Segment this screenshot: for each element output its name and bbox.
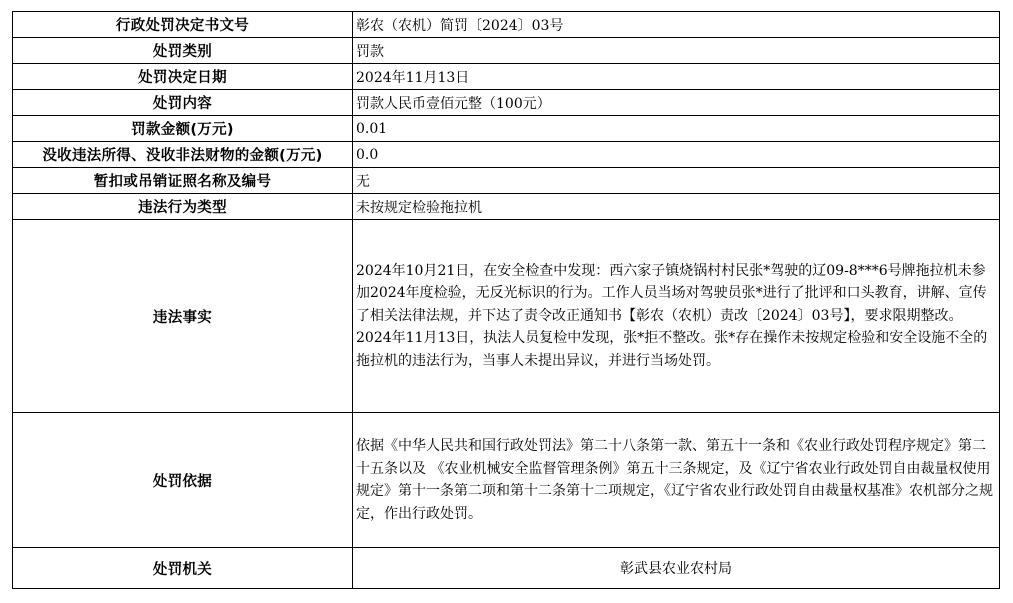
row-label: 处罚依据	[13, 413, 353, 548]
penalty-info-table	[12, 11, 1000, 589]
row-value: 依据《中华人民共和国行政处罚法》第二十八条第一款、第五十一条和《农业行政处罚程序规定》第二十五条以及 《农业机械安全监督管理条例》第五十三条规定，及《辽宁省农业行政处罚自由裁量权使用规定》第十一条第二项和第十二条第十二项规定，《辽宁省农业行政处罚自由裁量权基准》农机部分之规定，作出行政处罚。	[353, 413, 1000, 548]
row-label: 处罚类别	[13, 38, 353, 64]
row-value: 罚款人民币壹佰元整（100元）	[353, 90, 1000, 116]
row-label: 没收违法所得、没收非法财物的金额(万元)	[13, 142, 353, 168]
row-label: 违法事实	[13, 220, 353, 413]
row-label: 罚款金额(万元)	[13, 116, 353, 142]
table-row	[13, 116, 1000, 142]
table-row	[13, 142, 1000, 168]
table-row	[13, 90, 1000, 116]
row-label: 处罚机关	[13, 548, 353, 589]
table-row	[13, 548, 1000, 589]
table-row	[13, 413, 1000, 548]
row-value: 无	[353, 168, 1000, 194]
row-value: 未按规定检验拖拉机	[353, 194, 1000, 220]
row-value: 彰武县农业农村局	[353, 548, 1000, 589]
row-value: 彰农（农机）简罚〔2024〕03号	[353, 12, 1000, 38]
table-row	[13, 64, 1000, 90]
row-label: 行政处罚决定书文号	[13, 12, 353, 38]
row-label: 处罚内容	[13, 90, 353, 116]
row-label: 暂扣或吊销证照名称及编号	[13, 168, 353, 194]
table-row	[13, 38, 1000, 64]
table-row	[13, 220, 1000, 413]
row-value: 0.01	[353, 116, 1000, 142]
row-value: 0.0	[353, 142, 1000, 168]
row-label: 违法行为类型	[13, 194, 353, 220]
row-value: 罚款	[353, 38, 1000, 64]
table-row	[13, 194, 1000, 220]
row-label: 处罚决定日期	[13, 64, 353, 90]
row-value: 2024年11月13日	[353, 64, 1000, 90]
row-value: 2024年10月21日，在安全检查中发现：西六家子镇烧锅村村民张*驾驶的辽09-8***6号牌拖拉机未参加2024年度检验，无反光标识的行为。工作人员当场对驾驶员张*进行了批评和口头教育，讲解、宣传了相关法律法规，并下达了责令改正通知书【彰农（农机）责改〔2024〕03号】，要求限期整改。2024年11月13日，执法人员复检中发现，张*拒不整改。张*存在操作未按规定检验和安全设施不全的拖拉机的违法行为，当事人未提出异议，并进行当场处罚。	[353, 220, 1000, 413]
table-row	[13, 12, 1000, 38]
table-row	[13, 168, 1000, 194]
